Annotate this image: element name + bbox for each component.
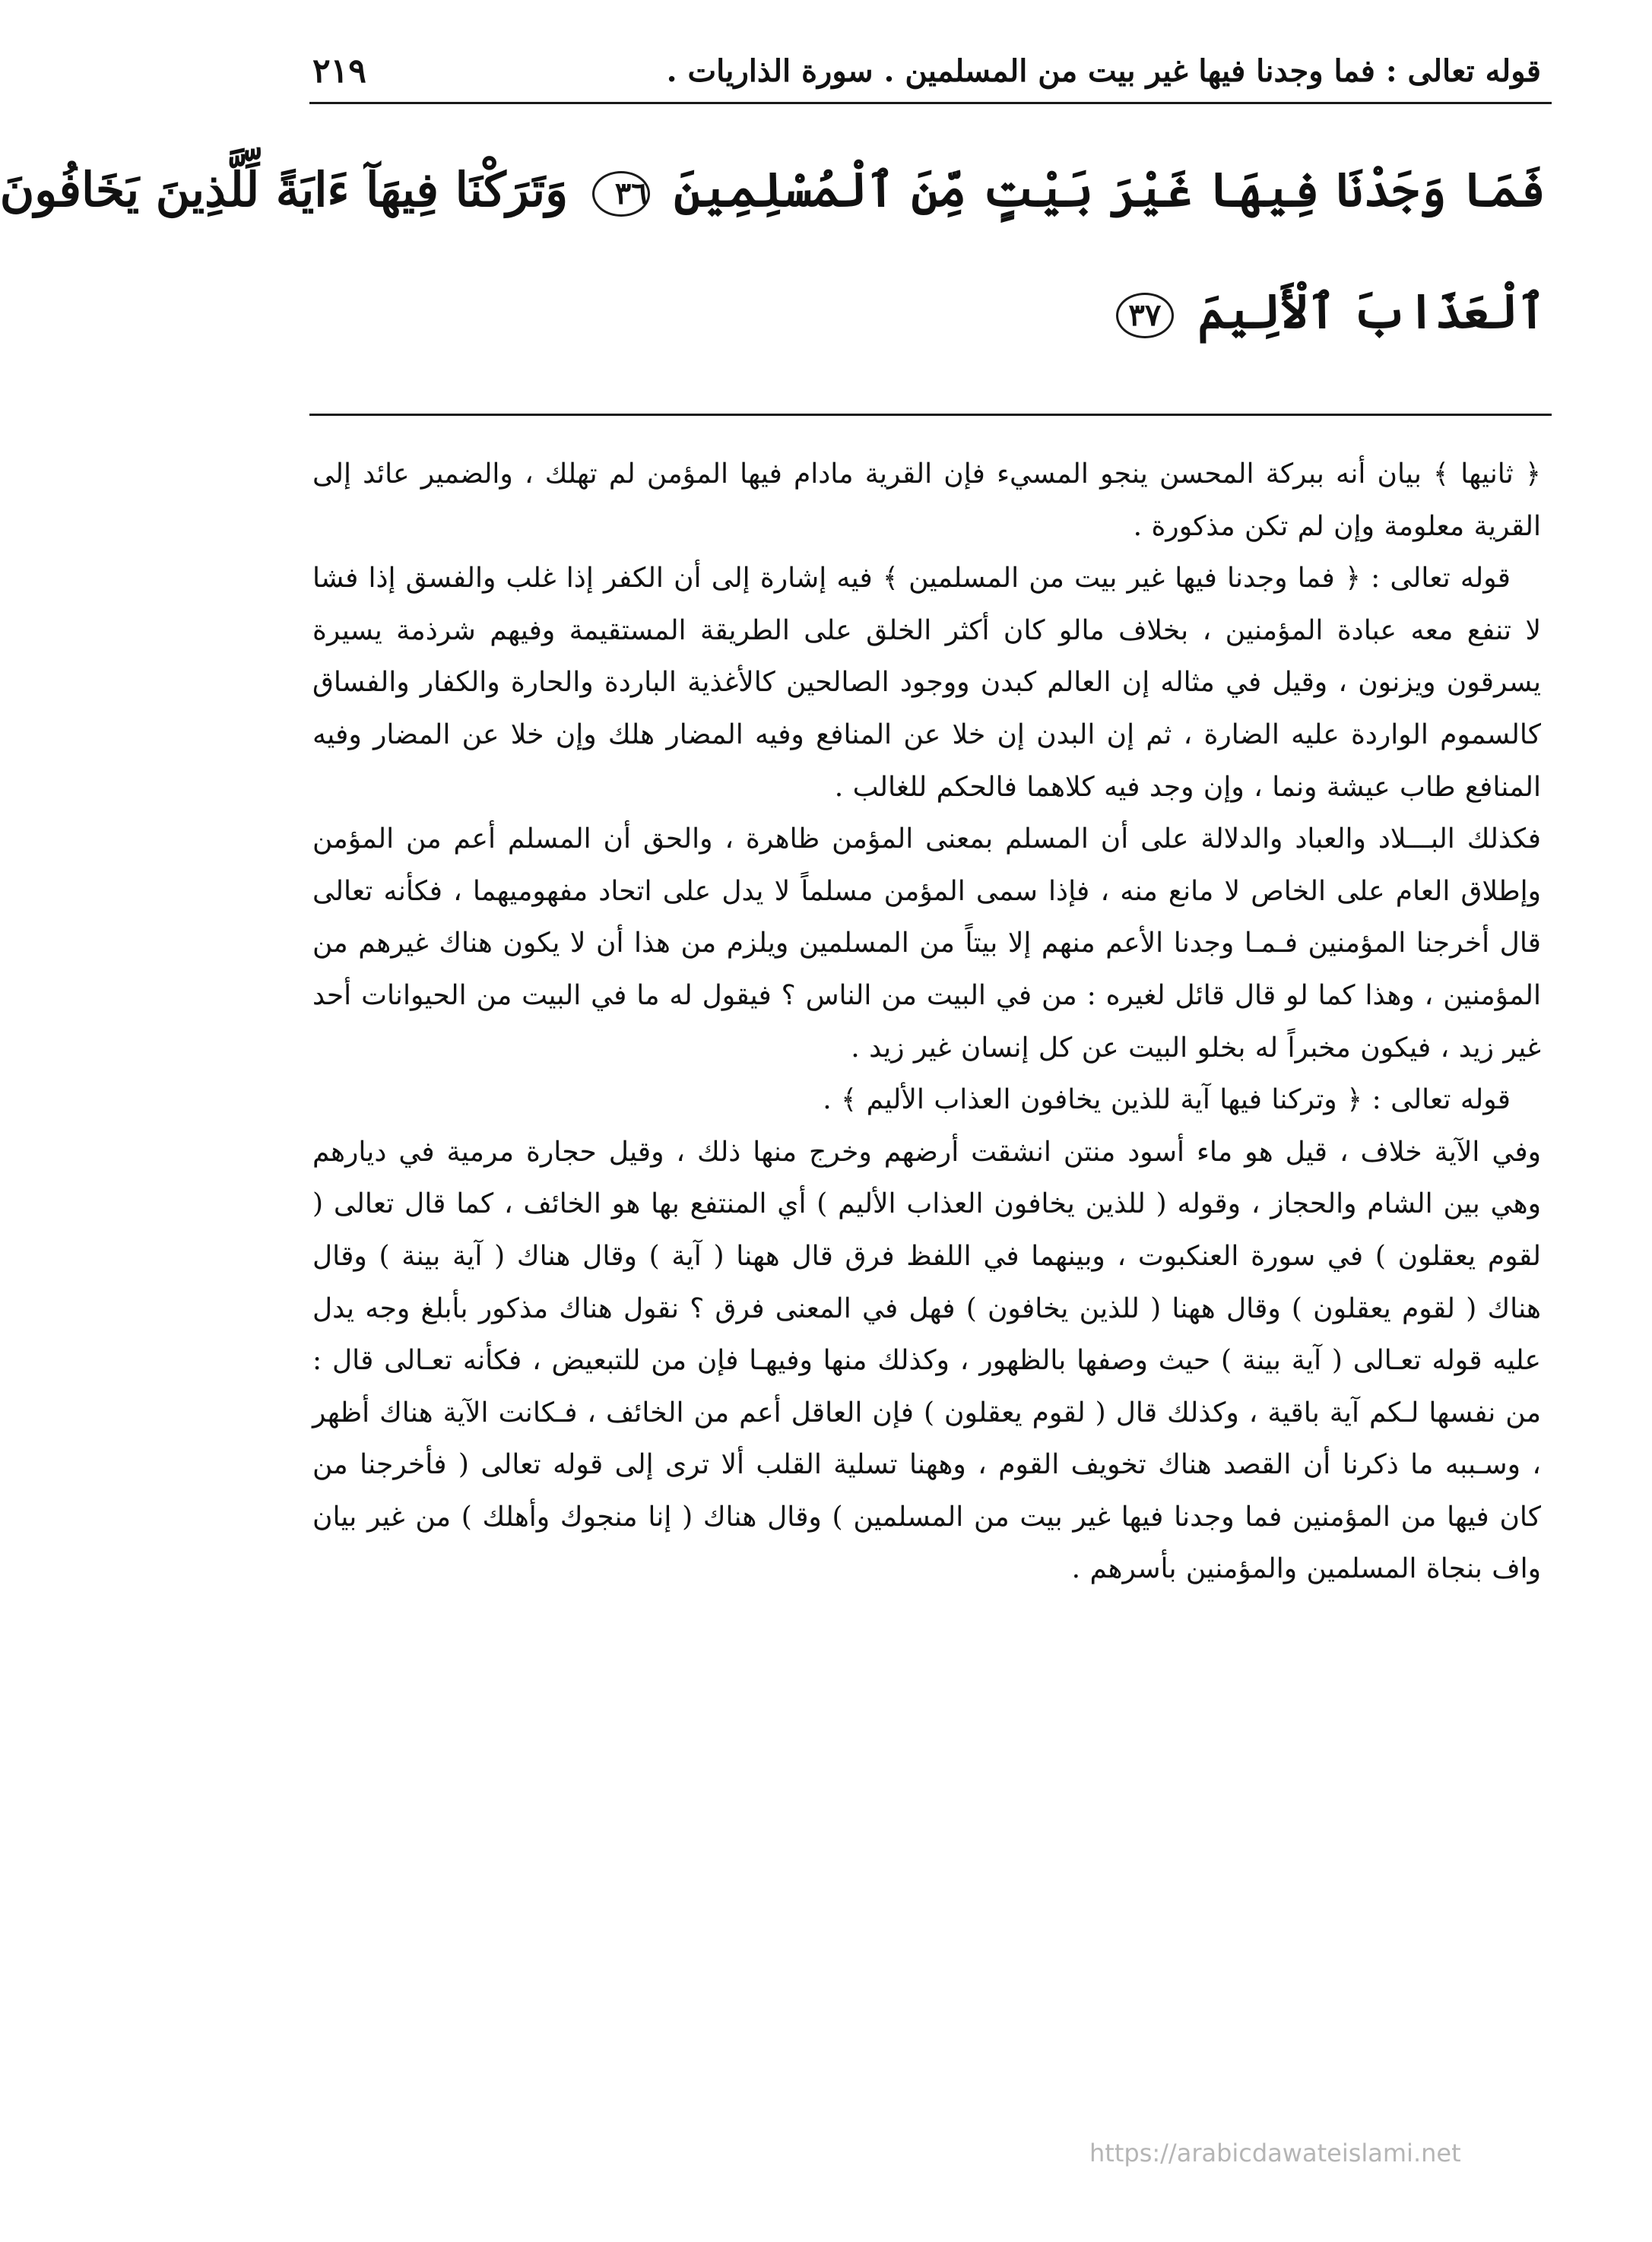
commentary-paragraph: قوله تعالى : ﴿ وتركنا فيها آية للذين يخافون العذاب الأليم ﴾ . (823, 1084, 1511, 1116)
verse-text-37-start: وَتَرَكْنَا فِيهَآ ءَايَةً لِّلَّذِينَ يَخَافُونَ (0, 162, 569, 217)
commentary-paragraph: ﴿ ثانيها ﴾ بيان أنه ببركة المحسن ينجو المسيء فإن القرية مادام فيها المؤمن لم تهلك ، والضمير عائد إلى القرية معلومة وإن لم تكن مذكورة . (312, 458, 1541, 542)
verses-rule (309, 414, 1552, 416)
ayah-marker-37: ٣٧ (1116, 293, 1174, 338)
verse-text-37-end: ٱلْعَذَابَ ٱلْأَلِيمَ (1197, 284, 1546, 339)
verse-text-36: فَمَا وَجَدْنَا فِيهَا غَيْرَ بَيْتٍ مِّنَ ٱلْمُسْلِمِينَ (674, 162, 1546, 217)
verse-line-1 (0, 129, 1546, 251)
commentary-paragraph: وفي الآية خلاف ، قيل هو ماء أسود منتن انشقت أرضهم وخرج منها ذلك ، وقيل حجارة مرمية في ديارهم وهي بين الشام والحجاز ، وقوله ( للذين يخافون العذاب الأليم ) أي المنتفع بها هو الخائف ، كما قال تعالى ( لقوم يعقلون ) في سورة العنكبوت ، وبينهما في اللفظ فرق قال ههنا ( آية ) وقال هناك ( آية بينة ) وقال هناك ( لقوم يعقلون ) وقال ههنا ( للذين يخافون ) فهل في المعنى فرق ؟ نقول هناك مذكور بأبلغ وجه يدل عليه قوله تعـالى ( آية بينة ) حيث وصفها بالظهور ، وكذلك منها وفيهـا فإن من للتبعيض ، فكأنه تعـالى قال : من نفسها لـكم آية باقية ، وكذلك قال ( لقوم يعقلون ) فإن العاقل أعم من الخائف ، فـكانت الآية هناك أظهر ، وسـببه ما ذكرنا أن القصد هناك تخويف القوم ، وههنا تسلية القلب ألا ترى إلى قوله تعالى ( فأخرجنا من كان فيها من المؤمنين فما وجدنا فيها غير بيت من المسلمين ) وقال هناك ( إنا منجوك وأهلك ) من غير بيان واف بنجاة المسلمين والمؤمنين بأسرهم . (312, 1136, 1541, 1585)
running-header (312, 47, 1541, 94)
commentary-paragraph: فكذلك البـــلاد والعباد والدلالة على أن المسلم بمعنى المؤمن ظاهرة ، والحق أن المسلم أعم من المؤمن وإطلاق العام على الخاص لا مانع منه ، فإذا سمى المؤمن مسلماً لا يدل على اتحاد مفهوميهما ، فكأنه تعالى قال أخرجنا المؤمنين فـمـا وجدنا الأعم منهم إلا بيتاً من المسلمين ويلزم من هذا أن لا يكون هناك غيرهم من المؤمنين ، وهذا كما لو قال قائل لغيره : من في البيت من الناس ؟ فيقول له ما في البيت من الحيوانات أحد غير زيد ، فيكون مخبراً له بخلو البيت عن كل إنسان غير زيد . (312, 823, 1541, 1064)
commentary-body (312, 449, 1541, 1596)
watermark-url: https://arabicdawateislami.net (1089, 2139, 1461, 2167)
quran-verses (0, 129, 1546, 373)
commentary-paragraph: قوله تعالى : ﴿ فما وجدنا فيها غير بيت من المسلمين ﴾ فيه إشارة إلى أن الكفر إذا غلب والفسق إذا فشا لا تنفع معه عبادة المؤمنين ، بخلاف مالو كان أكثر الخلق على الطريقة المستقيمة وفيهم شرذمة يسيرة يسرقون ويزنون ، وقيل في مثاله إن العالم كبدن ووجود الصالحين كالأغذية الباردة والحارة والكفار والفساق كالسموم الواردة عليه الضارة ، ثم إن البدن إن خلا عن المنافع وفيه المضار هلك وإن خلا عن المضار وفيه المنافع طاب عيشة ونما ، وإن وجد فيه كلاهما فالحكم للغالب . (312, 563, 1541, 803)
running-title: قوله تعالى : فما وجدنا فيها غير بيت من المسلمين . سورة الذاريات . (666, 52, 1541, 89)
verse-line-2 (308, 251, 1546, 373)
page-number: ٢١٩ (312, 51, 366, 90)
ayah-marker-36: ٣٦ (592, 171, 650, 217)
header-rule (309, 102, 1552, 104)
